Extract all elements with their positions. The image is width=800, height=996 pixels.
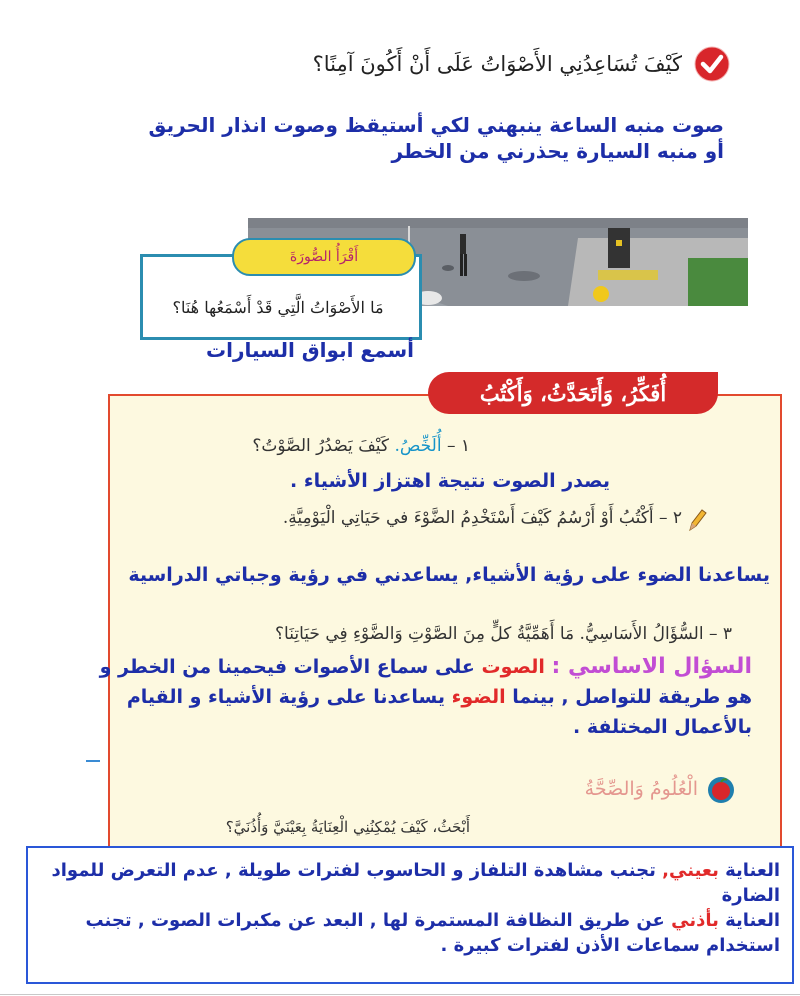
read-picture-answer: أسمع ابواق السيارات	[205, 338, 415, 362]
keyword-sound: الصوت	[481, 656, 545, 678]
answer-1: يصدر الصوت نتيجة اهتزاز الأشياء .	[290, 470, 610, 492]
care-word: العناية	[725, 860, 780, 881]
pencil-icon	[686, 508, 708, 532]
eye-care-text: تجنب مشاهدة التلفاز و الحاسوب لفترات طويلة , عدم التعرض للمواد الضارة	[51, 860, 780, 906]
ear-care-answer	[40, 908, 780, 958]
question-1	[140, 436, 470, 456]
science-health-title: الْعُلُومُ وَالصِّحَّةُ	[584, 778, 698, 800]
eye-care-answer	[40, 858, 780, 908]
answer-3-text: على سماع الأصوات فيحمينا من الخطر و هو طريقة للتواصل , بينما	[99, 656, 752, 708]
lesson-question	[300, 44, 730, 84]
answer-2: يساعدنا الضوء على رؤية الأشياء, يساعدني في رؤية وجباتي الدراسية	[128, 564, 770, 586]
question-text: كَيْفَ يَصْدُرُ الصَّوْتُ؟	[252, 436, 390, 456]
science-health-heading	[436, 774, 736, 804]
question-number: ١ –	[446, 436, 470, 456]
question-2: ٢ – أَكْتُبُ أَوْ أَرْسُمُ كَيْفَ أَسْتَخْدِمُ الضَّوْءَ في حَيَاتِي الْيَوْمِيَّةِ.	[282, 508, 682, 528]
answer-line: صوت منبه الساعة ينبهني لكي أستيقظ وصوت انذار الحريق	[148, 113, 724, 137]
ear-care-text: عن طريق النظافة المستمرة لها , البعد عن مكبرات الصوت , تجنب استخدام سماعات الأذن لفترات كبيرة .	[85, 910, 780, 956]
apple-icon	[706, 774, 736, 804]
margin-mark	[86, 760, 100, 762]
page-divider	[0, 994, 800, 995]
care-word: العناية	[725, 910, 780, 931]
read-picture-question: مَا الأَصْوَاتُ الَّتِي قَدْ أَسْمَعُها هُنَا؟	[172, 298, 384, 317]
eyes-ears-care-answer	[26, 846, 794, 984]
lesson-question-text: كَيْفَ تُسَاعِدُنِي الأَصْوَاتُ عَلَى أَنْ أَكُونَ آمِنًا؟	[312, 52, 682, 76]
essential-question-lead: السؤال الاساسي :	[551, 654, 752, 679]
answer-3-text: يساعدنا على رؤية الأشياء و القيام بالأعمال المختلفة .	[126, 686, 752, 738]
question-3: ٣ – السُّؤَالُ الأَسَاسِيُّ. مَا أَهَمِّيَّةُ كلٍّ مِنَ الصَّوْتِ وَالضَّوْءِ فِي حَيَاتِنَا؟	[275, 624, 732, 644]
read-picture-label: أَقْرَأُ الصُّورَةَ	[232, 238, 416, 276]
answer-line: أو منبه السيارة يحذرني من الخطر	[391, 139, 724, 163]
answer-3	[72, 652, 752, 742]
panel-title: أُفَكِّرُ، وَأَتَحَدَّثُ، وَأَكْتُبُ	[428, 372, 718, 414]
keyword-light: الضوء	[451, 686, 506, 708]
science-health-question: أَبْحَثُ، كَيْفَ يُمْكِنُنِي الْعِنَايَةُ بِعَيْنَيَّ وَأُذُنَيَّ؟	[225, 818, 470, 836]
answer-safety-sounds	[104, 112, 724, 164]
ears-word: بأذني	[671, 910, 719, 931]
eyes-word: بعيني,	[662, 860, 719, 881]
question-keyword: أُلَخِّصُ.	[394, 436, 442, 456]
check-icon	[694, 46, 730, 82]
